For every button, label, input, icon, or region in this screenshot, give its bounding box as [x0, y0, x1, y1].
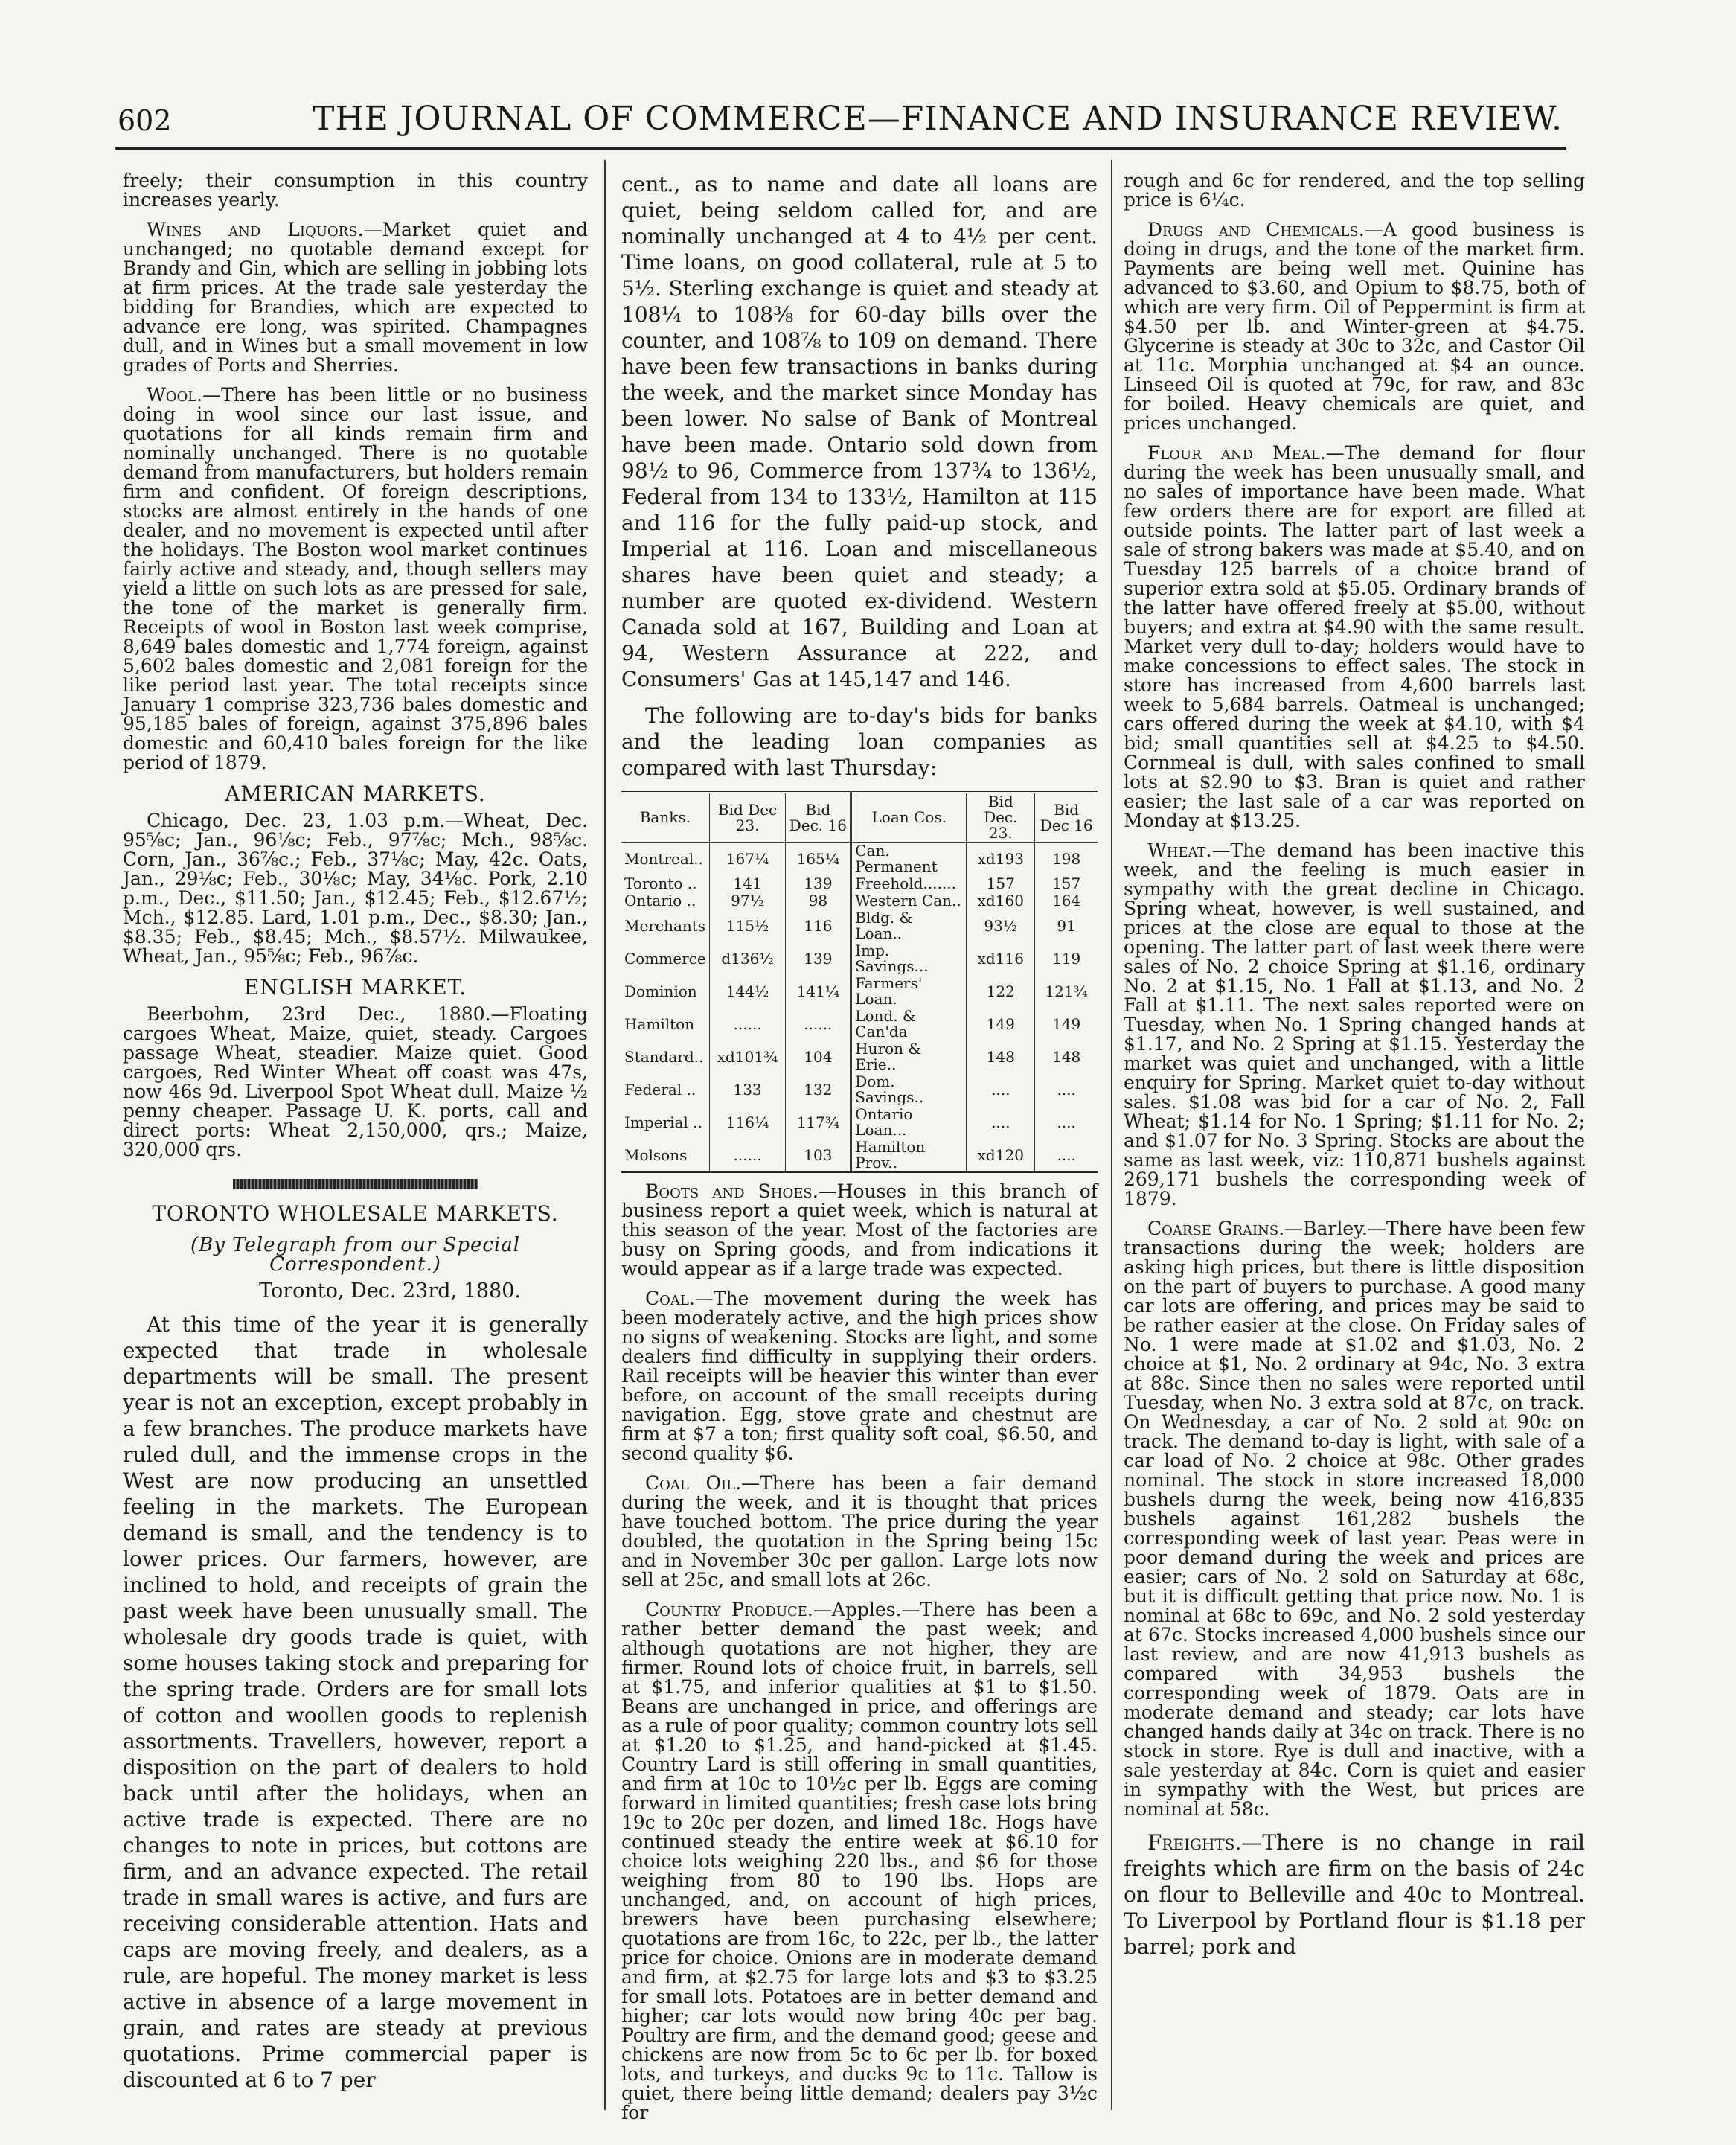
page-number: 602	[118, 104, 172, 137]
wheat-paragraph	[1124, 841, 1585, 1209]
intro-paragraph: freely; their consumption in this country increases yearly.	[123, 170, 588, 211]
table-cell: 141	[709, 875, 786, 892]
table-header-cell: Banks.	[621, 793, 709, 843]
table-header-cell: Bid Dec. 23.	[967, 793, 1035, 843]
freights-heading: Freights.	[1147, 1830, 1242, 1855]
table-cell: Lond. & Can'da	[851, 1008, 967, 1040]
money-market-text: cent., as to name and date all loans are quiet, being seldom called for, and are nominally unchanged at 4 to 4½ per cent. Time loans, on good collateral, rule at 5 to 5½. Sterling exchange is quiet and steady at 108¼ to 108⅜ for 60-day bills over the counter, and 108⅞ to 109 on demand. There have been few transactions in banks during the week, and the market since Monday has been lower. No salse of Bank of Montreal have been made. Ontario sold down from 98½ to 96, Commerce from 137¾ to 136½, Federal from 134 to 133½, Hamilton at 115 and 116 for the fully paid-up stock, and Imperial at 116. Loan and miscellaneous shares have been quiet and steady; a number are quoted ex-dividend. Western Canada sold at 167, Building and Loan at 94, Western Assurance at 222, and Consumers' Gas at 145,147 and 146.	[621, 172, 1098, 691]
column-divider-2	[1111, 160, 1112, 2110]
table-cell: 139	[786, 875, 851, 892]
table-cell: 149	[1052, 1014, 1081, 1033]
coal-heading: Coal.	[645, 1288, 695, 1309]
table-cell: 103	[786, 1139, 851, 1172]
table-header-cell: Bid Dec 23.	[709, 793, 786, 843]
coarse-grains-text: —Barley.—There have been few transactions during the week; holders are asking high prices, but there is little disposition on the part of buyers to purchase. A good many car lots are offering, and prices may be said to be rather easier at the close. On Friday sales of No. 1 were made at $1.02 and $1.03, No. 2 choice at $1, No. 2 ordinary at 94c, No. 3 extra at 88c. Since then no sales were reported until Tuesday, when No. 3 extra sold at 87c, on track. On Wednesday, a car of No. 2 sold at 90c on track. The demand to-day is light, with sale of a car load of No. 2 choice at 98c. Other grades nominal. The stock in store increased 18,000 bushels durng the week, being now 416,835 bushels against 161,282 bushels the corresponding week of last year. Peas were in poor demand during the week and prices are easier; cars of No. 2 sold on Saturday at 68c, but it is difficult getting that price now. No. 1 is nominal at 68c to 69c, and No. 2 sold yesterday at 67c. Stocks increased 4,000 bushels since our last review, and are now 41,913 bushels as compared with 34,953 bushels the corresponding week of 1879. Oats are in moderate demand and steady; car lots have changed hands daily at 34c on track. There is no stock in store. Rye is dull and inactive, with a sale yesterday at 84c. Corn is quiet and easier in sympathy with the West, but prices are nominal at 58c.	[1124, 1218, 1585, 1820]
wheat-heading: Wheat.	[1147, 840, 1212, 861]
table-header-cell: Bid Dec 16	[1035, 793, 1098, 843]
table-cell: Hamilton Prov..	[851, 1139, 967, 1172]
table-cell: 148	[967, 1040, 1035, 1073]
table-cell: Imperial ..	[621, 1106, 709, 1139]
table-header-cell: Loan Cos.	[851, 793, 967, 843]
wheat-text: —The demand has been inactive this week, and the feeling is much easier in sympathy with the great decline in Chicago. Spring wheat, however, is well sustained, and prices at the close are equal to those at the opening. The latter part of last week there were sales of No. 2 choice Spring at $1.16, ordinary No. 2 at $1.15, No. 1 Fall at $1.13, and No. 2 Fall at $1.11. The next sales reported were on Tuesday, when No. 1 Spring changed hands at $1.17, and No. 2 Spring at $1.15. Yesterday the market was quiet and unchanged, with a little enquiry for Spring. Market quiet to-day without sales. $1.08 was bid for a car of No. 2, Fall Wheat; $1.14 for No. 1 Spring; $1.11 for No. 2; and $1.07 for No. 3 Spring. Stocks are about the same as last week, viz: 110,871 bushels against 269,171 bushels the corresponding week of 1879.	[1124, 840, 1585, 1209]
table-cell: ......	[709, 1139, 786, 1172]
table-cell: 119	[1052, 949, 1081, 968]
table-cell: 157	[1052, 875, 1081, 892]
toronto-byline: (By Telegraph from our Special Correspondent.)	[190, 1234, 521, 1276]
column-divider-1	[604, 160, 606, 2110]
table-cell: ......	[786, 1008, 851, 1040]
bids-table	[621, 791, 1098, 1173]
table-cell: Commerce	[621, 942, 709, 975]
table-row	[621, 942, 1098, 975]
table-cell: 157	[967, 875, 1035, 892]
table-cell: 167¼	[709, 843, 786, 876]
table-cell: ....	[1057, 1145, 1076, 1164]
table-cell: d136½	[709, 942, 786, 975]
flour-heading: Flour and Meal.	[1147, 442, 1326, 464]
coal-text: —The movement during the week has been moderately active, and the high prices show no signs of weakening. Stocks are light, and some dealers find difficulty in supplying their orders. Rail receipts will be heavier this winter than ever before, on account of the small receipts during navigation. Egg, stove grate and chestnut are firm at $7 a ton; first quality soft coal, $6.50, and second quality $6.	[621, 1288, 1098, 1464]
table-cell: 98	[786, 892, 851, 910]
table-cell: xd101¾	[709, 1040, 786, 1073]
table-cell: Dominion	[621, 975, 709, 1008]
coarse-grains-heading: Coarse Grains.	[1147, 1218, 1285, 1239]
header-rule	[115, 147, 1566, 150]
flour-paragraph	[1124, 444, 1585, 831]
column-2	[621, 171, 1098, 2133]
table-cell: 139	[786, 942, 851, 975]
coal-paragraph	[621, 1289, 1098, 1463]
table-cell: Federal ..	[621, 1073, 709, 1106]
column-1	[123, 171, 588, 2103]
table-cell: 133	[709, 1073, 786, 1106]
table-cell: Dom. Savings..	[851, 1073, 967, 1106]
wool-heading: Wool.	[147, 384, 203, 406]
produce-paragraph	[621, 1600, 1098, 2123]
table-cell: 116	[786, 910, 851, 942]
toronto-dateline: Toronto, Dec. 23rd, 1880.	[259, 1279, 521, 1302]
table-row	[621, 1040, 1098, 1073]
table-row	[621, 875, 1098, 892]
table-row	[621, 892, 1098, 910]
table-cell: Can. Permanent	[851, 843, 967, 876]
drugs-text: —A good business is doing in drugs, and the tone of the market firm. Payments are being well met. Quinine has advanced to $3.60, and Opium to $8.75, both of which are very firm. Oil of Peppermint is firm at $4.50 per lb. and Winter-green at $4.75. Glycerine is steady at 30c to 32c, and Castor Oil at 11c. Morphia unchanged at $4 an ounce. Linseed Oil is quoted at 79c, for raw, and 83c for boiled. Heavy chemicals are quiet, and prices unchanged.	[1124, 219, 1585, 434]
coal-oil-text: —There has been a fair demand during the week, and it is thought that prices have touched bottom. The price during the year doubled, the quotation in the Spring being 15c and in November 30c per gallon. Large lots now sell at 25c, and small lots at 26c.	[621, 1472, 1098, 1591]
table-cell: Western Can..	[851, 892, 967, 910]
table-cell: Standard..	[621, 1040, 709, 1073]
table-cell: 149	[967, 1008, 1035, 1040]
coarse-grains-paragraph	[1124, 1219, 1585, 1819]
table-cell: 115½	[709, 910, 786, 942]
coal-oil-heading: Coal Oil.	[645, 1472, 742, 1494]
table-cell: Hamilton	[621, 1008, 709, 1040]
table-cell: xd193	[967, 843, 1035, 876]
toronto-text: At this time of the year it is generally expected that trade in wholesale departments will be small. The present year is not an exception, except probably in a few branches. The produce markets have ruled dull, and the immense crops in the West are now producing an unsettled feeling in the markets. The European demand is small, and the tendency is to lower prices. Our farmers, however, are inclined to hold, and receipts of grain the past week have been unusually small. The wholesale dry goods trade is quiet, with some houses taking stock and preparing for the spring trade. Orders are for small lots of cotton and woollen goods to replenish assortments. Travellers, however, report a disposition on the part of dealers to hold back until after the holidays, when an active trade is expected. There are no changes to note in prices, but cottons are firm, and an advance expected. The retail trade in small wares is active, and furs are receiving considerable attention. Hats and caps are moving freely, and dealers, as a rule, are hopeful. The money market is less active in absence of a large movement in grain, and rates are steady at previous quotations. Prime commercial paper is discounted at 6 to 7 per	[123, 1312, 588, 2092]
boots-heading: Boots and Shoes.	[645, 1180, 819, 1202]
table-cell: 148	[1052, 1047, 1081, 1066]
table-cell: 91	[1057, 916, 1076, 935]
table-cell: 117¾	[786, 1106, 851, 1139]
bids-intro: The following are to-day's bids for banks and the leading loan companies as compared with last Thursday:	[621, 703, 1098, 780]
wines-heading: Wines and Liquors.	[147, 219, 364, 240]
table-cell: 165¼	[786, 843, 851, 876]
drugs-heading: Drugs and Chemicals.	[1147, 219, 1365, 240]
flour-text: —The demand for flour during the week has been unusually small, and no sales of importance have been made. What few orders there are for export are filled at outside points. The latter part of last week a sale of strong bakers was made at $5.40, and on Tuesday 125 barrels of a choice brand of superior extra sold at $5.05. Ordinary brands of the latter have offered freely at $5.00, without buyers; and extra at $4.90 with the same result. Market very dull to-day; holders would have to make concessions to effect sales. The stock in store has increased from 4,600 barrels last week to 5,684 barrels. Oatmeal is unchanged; cars offered during the week at $4.10, with $4 bid; small quantities sell at $4.25 to $4.50. Cornmeal is dull, with sales confined to small lots at $2.90 to $3. Bran is quiet and rather easier; the last sale of a car was reported on Monday at $13.25.	[1124, 442, 1585, 831]
table-cell: 116¼	[709, 1106, 786, 1139]
table-cell: 93½	[967, 910, 1035, 942]
coal-oil-paragraph	[621, 1474, 1098, 1590]
table-header-row	[621, 793, 1098, 843]
table-row	[621, 1106, 1098, 1139]
table-cell: Bldg. & Loan..	[851, 910, 967, 942]
table-cell: 104	[786, 1040, 851, 1073]
table-cell: Ontario Loan...	[851, 1106, 967, 1139]
table-cell: xd160	[967, 892, 1035, 910]
table-cell: xd116	[967, 942, 1035, 975]
table-cell: Huron & Erie..	[851, 1040, 967, 1073]
table-cell: Toronto ..	[621, 875, 709, 892]
table-cell: ....	[967, 1106, 1035, 1139]
english-market-title: ENGLISH MARKET.	[243, 975, 467, 1000]
table-cell: 144½	[709, 975, 786, 1008]
wines-paragraph	[123, 220, 588, 375]
produce-text: —Apples.—There has been a rather better demand the past week; and although quotations are not higher, they are firmer. Round lots of choice fruit, in barrels, sell at $1.75, and inferior qualities at $1 to $1.50. Beans are unchanged in price, and offerings are as a rule of poor quality; common country lots sell at $1.20 to $1.25, and hand-picked at $1.45. Country Lard is still offering in small quantities, and firm at 10c to 10½c per lb. Eggs are coming forward in limited quantities; fresh case lots bring 19c to 20c per dozen, and limed 18c. Hogs have continued steady the entire week at $6.10 for choice lots weighing 220 lbs., and $6 for those weighing from 80 to 190 lbs. Hops are unchanged, and, on account of high prices, brewers have been purchasing elsewhere; quotations are from 16c, to 22c, per lb., the latter price for choice. Onions are in moderate demand and firm, at $2.75 for large lots and $3 to $3.25 for small lots. Potatoes are in better demand and higher; car lots would now bring 40c per bag. Poultry are firm, and the demand good; geese and chickens are now from 5c to 6c per lb. for boxed lots, and turkeys, and ducks 9c to 11c. Tallow is quiet, there being little demand; dealers pay 3½c for	[621, 1599, 1098, 2123]
table-cell: 164	[1052, 892, 1081, 910]
tallow-continued: rough and 6c for rendered, and the top selling price is 6¼c.	[1124, 170, 1585, 211]
table-cell: 141¼	[786, 975, 851, 1008]
table-row	[621, 1073, 1098, 1106]
table-cell: Freehold.......	[851, 875, 967, 892]
toronto-title: TORONTO WHOLESALE MARKETS.	[152, 1201, 559, 1226]
table-cell: Molsons	[621, 1139, 709, 1172]
produce-heading: Country Produce.	[645, 1599, 813, 1620]
american-markets-title: AMERICAN MARKETS.	[225, 781, 486, 806]
boots-paragraph	[621, 1182, 1098, 1279]
table-cell: Farmers' Loan.	[851, 975, 967, 1008]
table-cell: 121¾	[1045, 982, 1088, 1000]
decorative-rule	[233, 1179, 478, 1189]
column-3	[1124, 171, 1585, 1970]
table-cell: 97½	[709, 892, 786, 910]
table-row	[621, 910, 1098, 942]
english-market-text: Beerbohm, 23rd Dec., 1880.—Floating cargoes Wheat, Maize, quiet, steady. Cargoes passage Wheat, steadier. Maize quiet. Good cargoes, Red Winter Wheat off coast was 47s, now 46s 9d. Liverpool Spot Wheat dull. Maize ½ penny cheaper. Passage U. K. ports, call and direct ports: Wheat 2,150,000, qrs.; Maize, 320,000 qrs.	[123, 1003, 588, 1160]
drugs-paragraph	[1124, 220, 1585, 433]
table-cell: 132	[786, 1073, 851, 1106]
bids-table-body	[621, 843, 1098, 1173]
table-row	[621, 1139, 1098, 1172]
freights-text: —There is no change in rail freights which are firm on the basis of 24c on flour to Belleville and 40c to Montreal. To Liverpool by Portland flour is $1.18 per barrel; pork and	[1124, 1830, 1585, 1959]
table-cell: Montreal..	[621, 843, 709, 876]
american-markets-text: Chicago, Dec. 23, 1.03 p.m.—Wheat, Dec. 95⅝c; Jan., 96⅛c; Feb., 97⅞c; Mch., 98⅝c. Corn, Jan., 36⅞c.; Feb., 37⅛c; May, 42c. Oats, Jan., 29⅛c; Feb., 30⅛c; May, 34⅛c. Pork, 2.10 p.m., Dec., $11.50; Jan., $12.45; Feb., $12.67½; Mch., $12.85. Lard, 1.01 p.m., Dec., $8.30; Jan., $8.35; Feb., $8.45; Mch., $8.57½. Milwaukee, Wheat, Jan., 95⅝c; Feb., 96⅞c.	[123, 810, 588, 967]
table-cell: Imp. Savings...	[851, 942, 967, 975]
table-cell: xd120	[967, 1139, 1035, 1172]
table-cell: ....	[1057, 1113, 1076, 1131]
table-cell: ....	[1057, 1080, 1076, 1099]
table-row	[621, 975, 1098, 1008]
boots-text: —Houses in this branch of business report a quiet week, which is natural at this season of the year. Most of the factories are busy on Spring goods, and from indications it would appear as if a large trade was expected.	[621, 1180, 1098, 1279]
table-header-cell: Bid Dec. 16	[786, 793, 851, 843]
wool-text: —There has been little or no business doing in wool since our last issue, and quotations for all kinds remain firm and nominally unchanged. There is no quotable demand from manufacturers, but holders remain firm and confident. Of foreign descriptions, stocks are almost entirely in the hands of one dealer, and no movement is expected until after the holidays. The Boston wool market continues fairly active and steady, and, though sellers may yield a little on such lots as are pressed for sale, the tone of the market is generally firm. Receipts of wool in Boston last week comprise, 8,649 bales domestic and 1,774 foreign, against 5,602 bales domestic and 2,081 foreign for the like period last year. The total receipts since January 1 comprise 323,736 bales domestic and 95,185 bales of foreign, against 375,896 bales domestic and 60,410 bales foreign for the like period of 1879.	[123, 384, 588, 773]
table-cell: 122	[967, 975, 1035, 1008]
table-row	[621, 1008, 1098, 1040]
wool-paragraph	[123, 386, 588, 773]
freights-paragraph	[1124, 1829, 1585, 1960]
journal-title: THE JOURNAL OF COMMERCE—FINANCE AND INSURANCE REVIEW.	[313, 100, 1563, 138]
table-cell: ......	[709, 1008, 786, 1040]
table-cell: 198	[1052, 849, 1081, 868]
table-cell: ....	[967, 1073, 1035, 1106]
table-cell: Merchants	[621, 910, 709, 942]
table-cell: Ontario ..	[621, 892, 709, 910]
wines-text: —Market quiet and unchanged; no quotable demand except for Brandy and Gin, which are selling in jobbing lots at firm prices. At the trade sale yesterday the bidding for Brandies, which are expected to advance ere long, was spirited. Champagnes dull, and in Wines but a small movement in low grades of Ports and Sherries.	[123, 219, 588, 376]
table-row	[621, 843, 1098, 876]
